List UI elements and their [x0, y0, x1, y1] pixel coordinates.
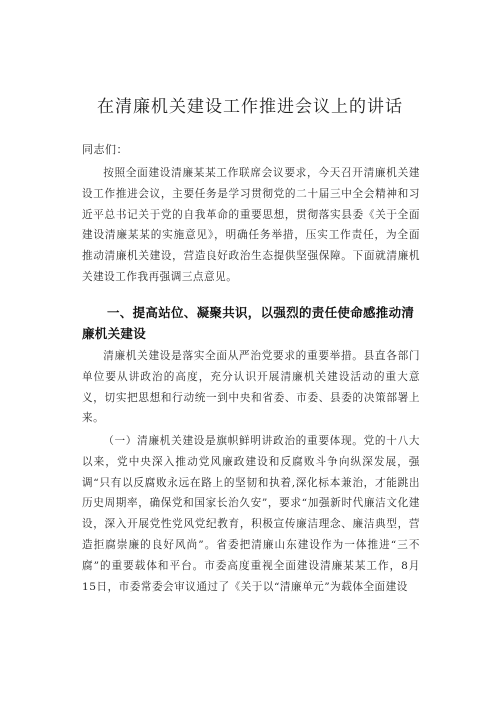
document-title: 在清廉机关建设工作推进会议上的讲话	[97, 97, 403, 117]
paragraph-section-1-intro: 清廉机关建设是落实全面从严治党要求的重要举措。县直各部门单位要从讲政治的高度，充分认识开展清廉机关建设活动的重大意义，切实把思想和行动统一到中央和省委、市委、县委的决策部署上来。	[82, 350, 420, 425]
paragraph-intro: 按照全面建设清廉某某工作联席会议要求，今天召开清廉机关建设工作推进会议，主要任务是学习贯彻党的二十届三中全会精神和习近平总书记关于党的自我革命的重要思想，贯彻落实县委《关于全面建设清廉某某的实施意见》，明确任务举措，压实工作责任，为全面推动清廉机关建设，营造良好政治生态提供坚强保障。下面就清廉机关建设工作我再强调三点意见。	[82, 167, 420, 283]
salutation: 同志们：	[82, 143, 128, 156]
paragraph-subsection-1: （一）清廉机关建设是旗帜鲜明讲政治的重要体现。党的十八大以来，党中央深入推动党风廉政建设和反腐败斗争向纵深发展，强调“只有以反腐败永远在路上的坚韧和执着,深化标本兼治，才能跳出历史周期率，确保党和国家长治久安”，要求“加强新时代廉洁文化建设，深入开展党性党风党纪教育，积极宣传廉洁理念、廉洁典型，营造拒腐崇廉的良好风尚”。省委把清廉山东建设作为一体推进“三不腐”的重要载体和平台。市委高度重视全面建设清廉某某工作，8月15日，市委常委会审议通过了《关于以“清廉单元”为载体全面建设	[82, 435, 420, 593]
section-heading-1: 一、提高站位、凝聚共识，以强烈的责任使命感推动清廉机关建设	[82, 305, 415, 341]
